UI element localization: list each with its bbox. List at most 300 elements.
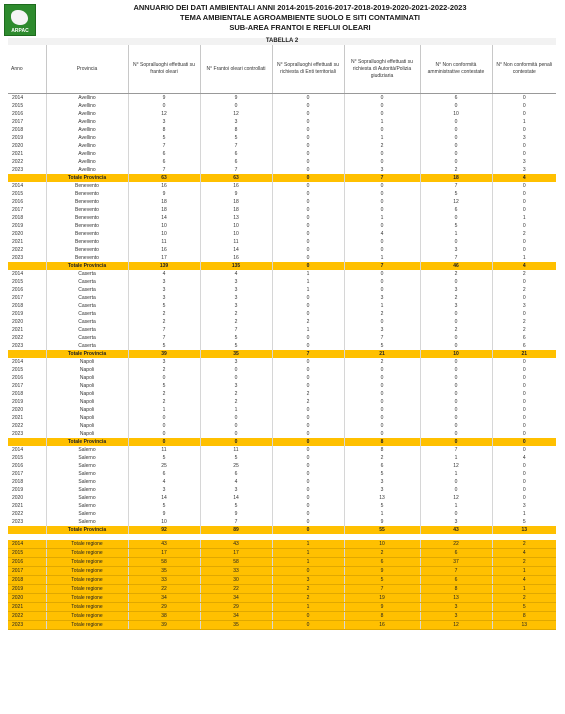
table-cell: 0: [420, 102, 492, 110]
table-cell: 0: [272, 446, 344, 454]
table-cell: 2019: [8, 134, 46, 142]
table-cell: 3: [420, 612, 492, 621]
table-row: [8, 254, 556, 262]
col-non-conformita-penali: N° Non conformità penali contestate: [492, 45, 556, 94]
provincia-total-row: [8, 350, 556, 358]
table-cell: 3: [420, 518, 492, 526]
table-row: [8, 150, 556, 158]
table-cell: 2018: [8, 126, 46, 134]
table-cell: 3: [128, 486, 200, 494]
table-cell: Salerno: [46, 470, 128, 478]
table-row: [8, 414, 556, 422]
table-row: [8, 446, 556, 454]
report-titles: [100, 3, 500, 33]
table-row: [8, 502, 556, 510]
table-row: [8, 214, 556, 222]
table-cell: 2: [128, 390, 200, 398]
table-cell: 89: [200, 526, 272, 534]
table-cell: 2017: [8, 382, 46, 390]
table-cell: 1: [128, 406, 200, 414]
table-cell: 0: [522, 447, 526, 453]
table-cell: 10: [128, 230, 200, 238]
table-cell: 0: [200, 414, 272, 422]
regione-total-row: [8, 585, 556, 594]
table-cell: 0: [272, 518, 344, 526]
table-cell: 2022: [8, 158, 46, 166]
table-cell: 33: [200, 567, 272, 576]
table-cell: 0: [420, 478, 492, 486]
table-cell: 0: [344, 198, 420, 206]
table-cell: 2023: [8, 430, 46, 438]
table-cell: 13: [492, 526, 556, 534]
table-cell: 3: [200, 278, 272, 286]
table-cell: 0: [522, 191, 526, 197]
table-cell: Totale regione: [46, 594, 128, 603]
table-cell: 2023: [8, 342, 46, 350]
table-row: [8, 406, 556, 414]
table-cell: Totale regione: [46, 558, 128, 567]
table-row: [8, 390, 556, 398]
table-cell: 0: [272, 206, 344, 214]
table-cell: 13: [420, 594, 492, 603]
table-cell: 2: [344, 549, 420, 558]
table-cell: 0: [344, 414, 420, 422]
table-cell: 9: [344, 603, 420, 612]
table-cell: 5: [344, 342, 420, 350]
table-cell: 0: [420, 422, 492, 430]
table-cell: 0: [200, 102, 272, 110]
table-cell: 2: [420, 166, 492, 174]
table-cell: 0: [344, 406, 420, 414]
table-cell: Caserta: [46, 278, 128, 286]
header-row: [8, 45, 556, 94]
table-cell: 0: [272, 150, 344, 158]
table-cell: 7: [420, 446, 492, 454]
logo-text: ARPAC: [11, 28, 29, 34]
table-cell: 2: [272, 585, 344, 594]
table-cell: 1: [272, 540, 344, 549]
table-cell: 3: [344, 326, 420, 334]
table-cell: 2015: [8, 366, 46, 374]
table-cell: 5: [200, 134, 272, 142]
table-cell: 0: [272, 230, 344, 238]
table-cell: 2015: [8, 102, 46, 110]
table-cell: 5: [128, 454, 200, 462]
table-cell: 0: [272, 238, 344, 246]
table-cell: Salerno: [46, 462, 128, 470]
table-cell: 0: [272, 246, 344, 254]
table-cell: Caserta: [46, 318, 128, 326]
table-cell: 8: [492, 612, 556, 621]
table-cell: 7: [200, 518, 272, 526]
table-cell: Totale regione: [46, 612, 128, 621]
table-cell: 2020: [8, 230, 46, 238]
col-provincia: Provincia: [46, 45, 128, 94]
table-cell: 4: [344, 230, 420, 238]
table-cell: 10: [128, 222, 200, 230]
table-cell: 1: [272, 270, 344, 278]
table-cell: Napoli: [46, 406, 128, 414]
table-cell: 5: [420, 222, 492, 230]
table-row: [8, 206, 556, 214]
table-cell: Totale regione: [46, 549, 128, 558]
table-cell: 0: [272, 462, 344, 470]
table-cell: 1: [344, 302, 420, 310]
table-cell: Avellino: [46, 134, 128, 142]
table-row: [8, 182, 556, 190]
table-cell: 0: [420, 342, 492, 350]
table-cell: 6: [200, 158, 272, 166]
table-cell: 0: [522, 239, 526, 245]
table-cell: 0: [128, 374, 200, 382]
table-cell: 2: [522, 271, 526, 277]
table-cell: Totale regione: [46, 585, 128, 594]
table-cell: 1: [344, 254, 420, 262]
table-cell: 13: [200, 214, 272, 222]
table-cell: 0: [344, 390, 420, 398]
table-cell: 2020: [8, 494, 46, 502]
table-row: [8, 462, 556, 470]
table-cell: 0: [420, 158, 492, 166]
table-cell: 0: [420, 238, 492, 246]
table-cell: 2022: [8, 246, 46, 254]
table-cell: 2: [128, 398, 200, 406]
table-cell: Napoli: [46, 430, 128, 438]
table-cell: 7: [128, 326, 200, 334]
table-cell: 0: [522, 431, 526, 437]
table-row: [8, 334, 556, 342]
table-cell: 37: [420, 558, 492, 567]
table-cell: 0: [522, 311, 526, 317]
table-cell: 9: [344, 518, 420, 526]
table-row: [8, 382, 556, 390]
table-cell: 2022: [8, 612, 46, 621]
table-cell: 2018: [8, 214, 46, 222]
table-cell: 0: [344, 246, 420, 254]
table-cell: 1: [420, 470, 492, 478]
table-cell: 0: [420, 382, 492, 390]
table-cell: 2023: [8, 621, 46, 630]
table-cell: 2: [200, 398, 272, 406]
table-cell: Avellino: [46, 150, 128, 158]
table-cell: 5: [200, 342, 272, 350]
table-cell: 0: [420, 310, 492, 318]
table-row: [8, 358, 556, 366]
table-cell: 18: [200, 198, 272, 206]
table-cell: 3: [200, 358, 272, 366]
table-row: [8, 134, 556, 142]
table-cell: Benevento: [46, 214, 128, 222]
table-cell: 0: [272, 118, 344, 126]
table-cell: 2021: [8, 603, 46, 612]
table-cell: 38: [128, 612, 200, 621]
table-cell: 2: [200, 318, 272, 326]
table-cell: 0: [344, 286, 420, 294]
table-cell: 2023: [8, 254, 46, 262]
table-cell: 16: [128, 182, 200, 190]
table-cell: Avellino: [46, 94, 128, 103]
table-cell: 2: [272, 318, 344, 326]
table-cell: 5: [200, 502, 272, 510]
table-cell: 3: [522, 167, 526, 173]
table-cell: 9: [128, 510, 200, 518]
table-cell: 0: [522, 479, 526, 485]
table-cell: 12: [420, 462, 492, 470]
table-cell: 0: [420, 366, 492, 374]
table-cell: 0: [522, 247, 526, 253]
table-cell: 22: [420, 540, 492, 549]
table-cell: 6: [420, 94, 492, 103]
table-cell: 2014: [8, 446, 46, 454]
table-cell: 0: [272, 198, 344, 206]
table-cell: Napoli: [46, 382, 128, 390]
table-cell: 2: [344, 310, 420, 318]
table-cell: Napoli: [46, 398, 128, 406]
table-cell: 2: [522, 231, 526, 237]
table-cell: 43: [200, 540, 272, 549]
table-cell: 2: [492, 540, 556, 549]
col-non-conformita-amm: N° Non conformità amministrative contestate: [420, 45, 492, 94]
table-row: [8, 198, 556, 206]
table-row: [8, 110, 556, 118]
table-cell: 18: [420, 174, 492, 182]
table-cell: 7: [344, 585, 420, 594]
table-cell: [8, 350, 46, 358]
table-cell: 2014: [8, 270, 46, 278]
table-cell: 3: [420, 603, 492, 612]
table-cell: 7: [128, 142, 200, 150]
table-cell: 2: [522, 319, 526, 325]
table-cell: Salerno: [46, 478, 128, 486]
table-cell: 11: [128, 446, 200, 454]
table-cell: 0: [272, 526, 344, 534]
table-row: [8, 318, 556, 326]
table-cell: 14: [128, 214, 200, 222]
table-cell: 2018: [8, 478, 46, 486]
table-cell: 34: [200, 612, 272, 621]
table-row: [8, 326, 556, 334]
table-cell: 58: [128, 558, 200, 567]
table-cell: 7: [128, 166, 200, 174]
table-cell: 3: [200, 118, 272, 126]
table-cell: 7: [200, 166, 272, 174]
table-row: [8, 102, 556, 110]
table-cell: 0: [272, 310, 344, 318]
table-cell: Benevento: [46, 238, 128, 246]
table-cell: 16: [200, 182, 272, 190]
table-cell: 0: [420, 126, 492, 134]
table-cell: 0: [522, 375, 526, 381]
table-cell: 0: [522, 407, 526, 413]
table-cell: Benevento: [46, 206, 128, 214]
table-cell: 11: [128, 238, 200, 246]
table-cell: 2: [200, 390, 272, 398]
table-cell: 3: [344, 166, 420, 174]
table-cell: 7: [420, 567, 492, 576]
table-cell: 2: [522, 287, 526, 293]
table-cell: 2017: [8, 118, 46, 126]
table-cell: Totale regione: [46, 567, 128, 576]
table-cell: 2: [420, 326, 492, 334]
col-frantoi-controllati: N° Frantoi oleari controllati: [200, 45, 272, 94]
title-line-2: TEMA AMBIENTALE AGROAMBIENTE SUOLO E SITI CONTAMINATI: [180, 13, 420, 22]
table-cell: 0: [344, 398, 420, 406]
table-cell: 11: [200, 446, 272, 454]
table-cell: 0: [272, 166, 344, 174]
table-cell: 2019: [8, 585, 46, 594]
table-cell: 0: [344, 190, 420, 198]
table-row: [8, 294, 556, 302]
table-cell: 1: [522, 215, 526, 221]
table-cell: 0: [272, 478, 344, 486]
table-cell: 5: [522, 519, 526, 525]
table-cell: 18: [200, 206, 272, 214]
table-cell: 2: [344, 142, 420, 150]
table-cell: 0: [420, 214, 492, 222]
table-cell: 2022: [8, 334, 46, 342]
table-cell: Avellino: [46, 118, 128, 126]
regione-total-row: [8, 567, 556, 576]
table-cell: 1: [522, 119, 526, 125]
table-cell: 0: [272, 374, 344, 382]
table-cell: 3: [200, 294, 272, 302]
table-cell: [8, 438, 46, 446]
table-cell: Salerno: [46, 518, 128, 526]
table-cell: 0: [272, 406, 344, 414]
regione-total-row: [8, 603, 556, 612]
table-cell: 0: [420, 430, 492, 438]
table-cell: 2016: [8, 110, 46, 118]
table-cell: 4: [128, 270, 200, 278]
col-sopralluoghi-autorita: N° Sopralluoghi effettuati su richiesta di Autorità/Polizia giudiziaria: [344, 45, 420, 94]
table-cell: 1: [522, 255, 526, 261]
table-cell: 0: [344, 158, 420, 166]
table-cell: 12: [128, 110, 200, 118]
table-row: [8, 374, 556, 382]
table-cell: 2021: [8, 502, 46, 510]
table-cell: 0: [522, 463, 526, 469]
table-cell: 7: [420, 254, 492, 262]
table-cell: 0: [272, 430, 344, 438]
table-cell: Totale Provincia: [46, 350, 128, 358]
table-cell: 2: [128, 366, 200, 374]
title-line-3: SUB-AREA FRANTOI E REFLUI OLEARI: [229, 23, 371, 32]
table-cell: 2016: [8, 374, 46, 382]
table-cell: 1: [420, 502, 492, 510]
table-cell: 2: [272, 398, 344, 406]
table-cell: 3: [272, 576, 344, 585]
table-cell: 0: [200, 438, 272, 446]
table-cell: 0: [420, 414, 492, 422]
table-cell: 0: [272, 262, 344, 270]
table-cell: 7: [200, 142, 272, 150]
table-cell: 33: [128, 576, 200, 585]
table-cell: 0: [492, 438, 556, 446]
table-cell: 0: [522, 111, 526, 117]
table-cell: 0: [420, 510, 492, 518]
col-sopralluoghi-enti: N° Sopralluoghi effettuati su richiesta di Enti territoriali: [272, 45, 344, 94]
table-cell: 17: [200, 549, 272, 558]
table-cell: 1: [344, 214, 420, 222]
table-cell: 34: [128, 594, 200, 603]
table-cell: 0: [522, 95, 526, 101]
table-cell: 2: [128, 310, 200, 318]
table-cell: 9: [344, 567, 420, 576]
table-cell: 0: [128, 422, 200, 430]
table-row: [8, 158, 556, 166]
table-cell: 9: [128, 190, 200, 198]
table-cell: 19: [344, 594, 420, 603]
table-cell: 5: [128, 342, 200, 350]
table-cell: 0: [272, 222, 344, 230]
table-cell: 3: [522, 135, 526, 141]
table-cell: 0: [522, 207, 526, 213]
table-cell: 0: [344, 126, 420, 134]
table-body: [8, 94, 556, 630]
table-cell: 16: [200, 254, 272, 262]
table-cell: 14: [200, 246, 272, 254]
table-cell: 6: [128, 470, 200, 478]
table-cell: 0: [344, 366, 420, 374]
table-cell: 34: [200, 594, 272, 603]
table-cell: 0: [272, 158, 344, 166]
table-cell: 0: [272, 422, 344, 430]
table-cell: 35: [200, 621, 272, 630]
regione-total-row: [8, 558, 556, 567]
table-cell: Benevento: [46, 222, 128, 230]
table-cell: 0: [344, 222, 420, 230]
table-cell: 0: [272, 102, 344, 110]
table-cell: Benevento: [46, 190, 128, 198]
table-cell: 0: [344, 278, 420, 286]
table-cell: 1: [522, 511, 526, 517]
table-cell: 0: [522, 399, 526, 405]
table-cell: 1: [200, 406, 272, 414]
table-cell: 0: [200, 374, 272, 382]
table-cell: Napoli: [46, 414, 128, 422]
table-row: [8, 142, 556, 150]
table-cell: 0: [344, 94, 420, 103]
table-cell: 7: [200, 326, 272, 334]
table-cell: 0: [272, 612, 344, 621]
table-cell: 0: [522, 495, 526, 501]
regione-total-row: [8, 549, 556, 558]
table-cell: 2014: [8, 94, 46, 103]
table-row: [8, 366, 556, 374]
table-row: [8, 494, 556, 502]
table-cell: 0: [344, 206, 420, 214]
table-cell: Caserta: [46, 286, 128, 294]
table-cell: 3: [420, 246, 492, 254]
table-cell: 6: [420, 206, 492, 214]
table-cell: 14: [200, 494, 272, 502]
table-cell: 1: [420, 454, 492, 462]
table-row: [8, 430, 556, 438]
table-cell: 3: [522, 159, 526, 165]
table-cell: Avellino: [46, 158, 128, 166]
table-cell: 3: [200, 382, 272, 390]
table-cell: 0: [522, 423, 526, 429]
table-cell: 13: [344, 494, 420, 502]
table-cell: 0: [272, 567, 344, 576]
table-cell: 0: [420, 334, 492, 342]
table-cell: 2: [492, 594, 556, 603]
table-cell: 8: [200, 126, 272, 134]
table-cell: Salerno: [46, 486, 128, 494]
table-cell: 0: [272, 214, 344, 222]
table-cell: 0: [200, 430, 272, 438]
table-cell: 2021: [8, 414, 46, 422]
